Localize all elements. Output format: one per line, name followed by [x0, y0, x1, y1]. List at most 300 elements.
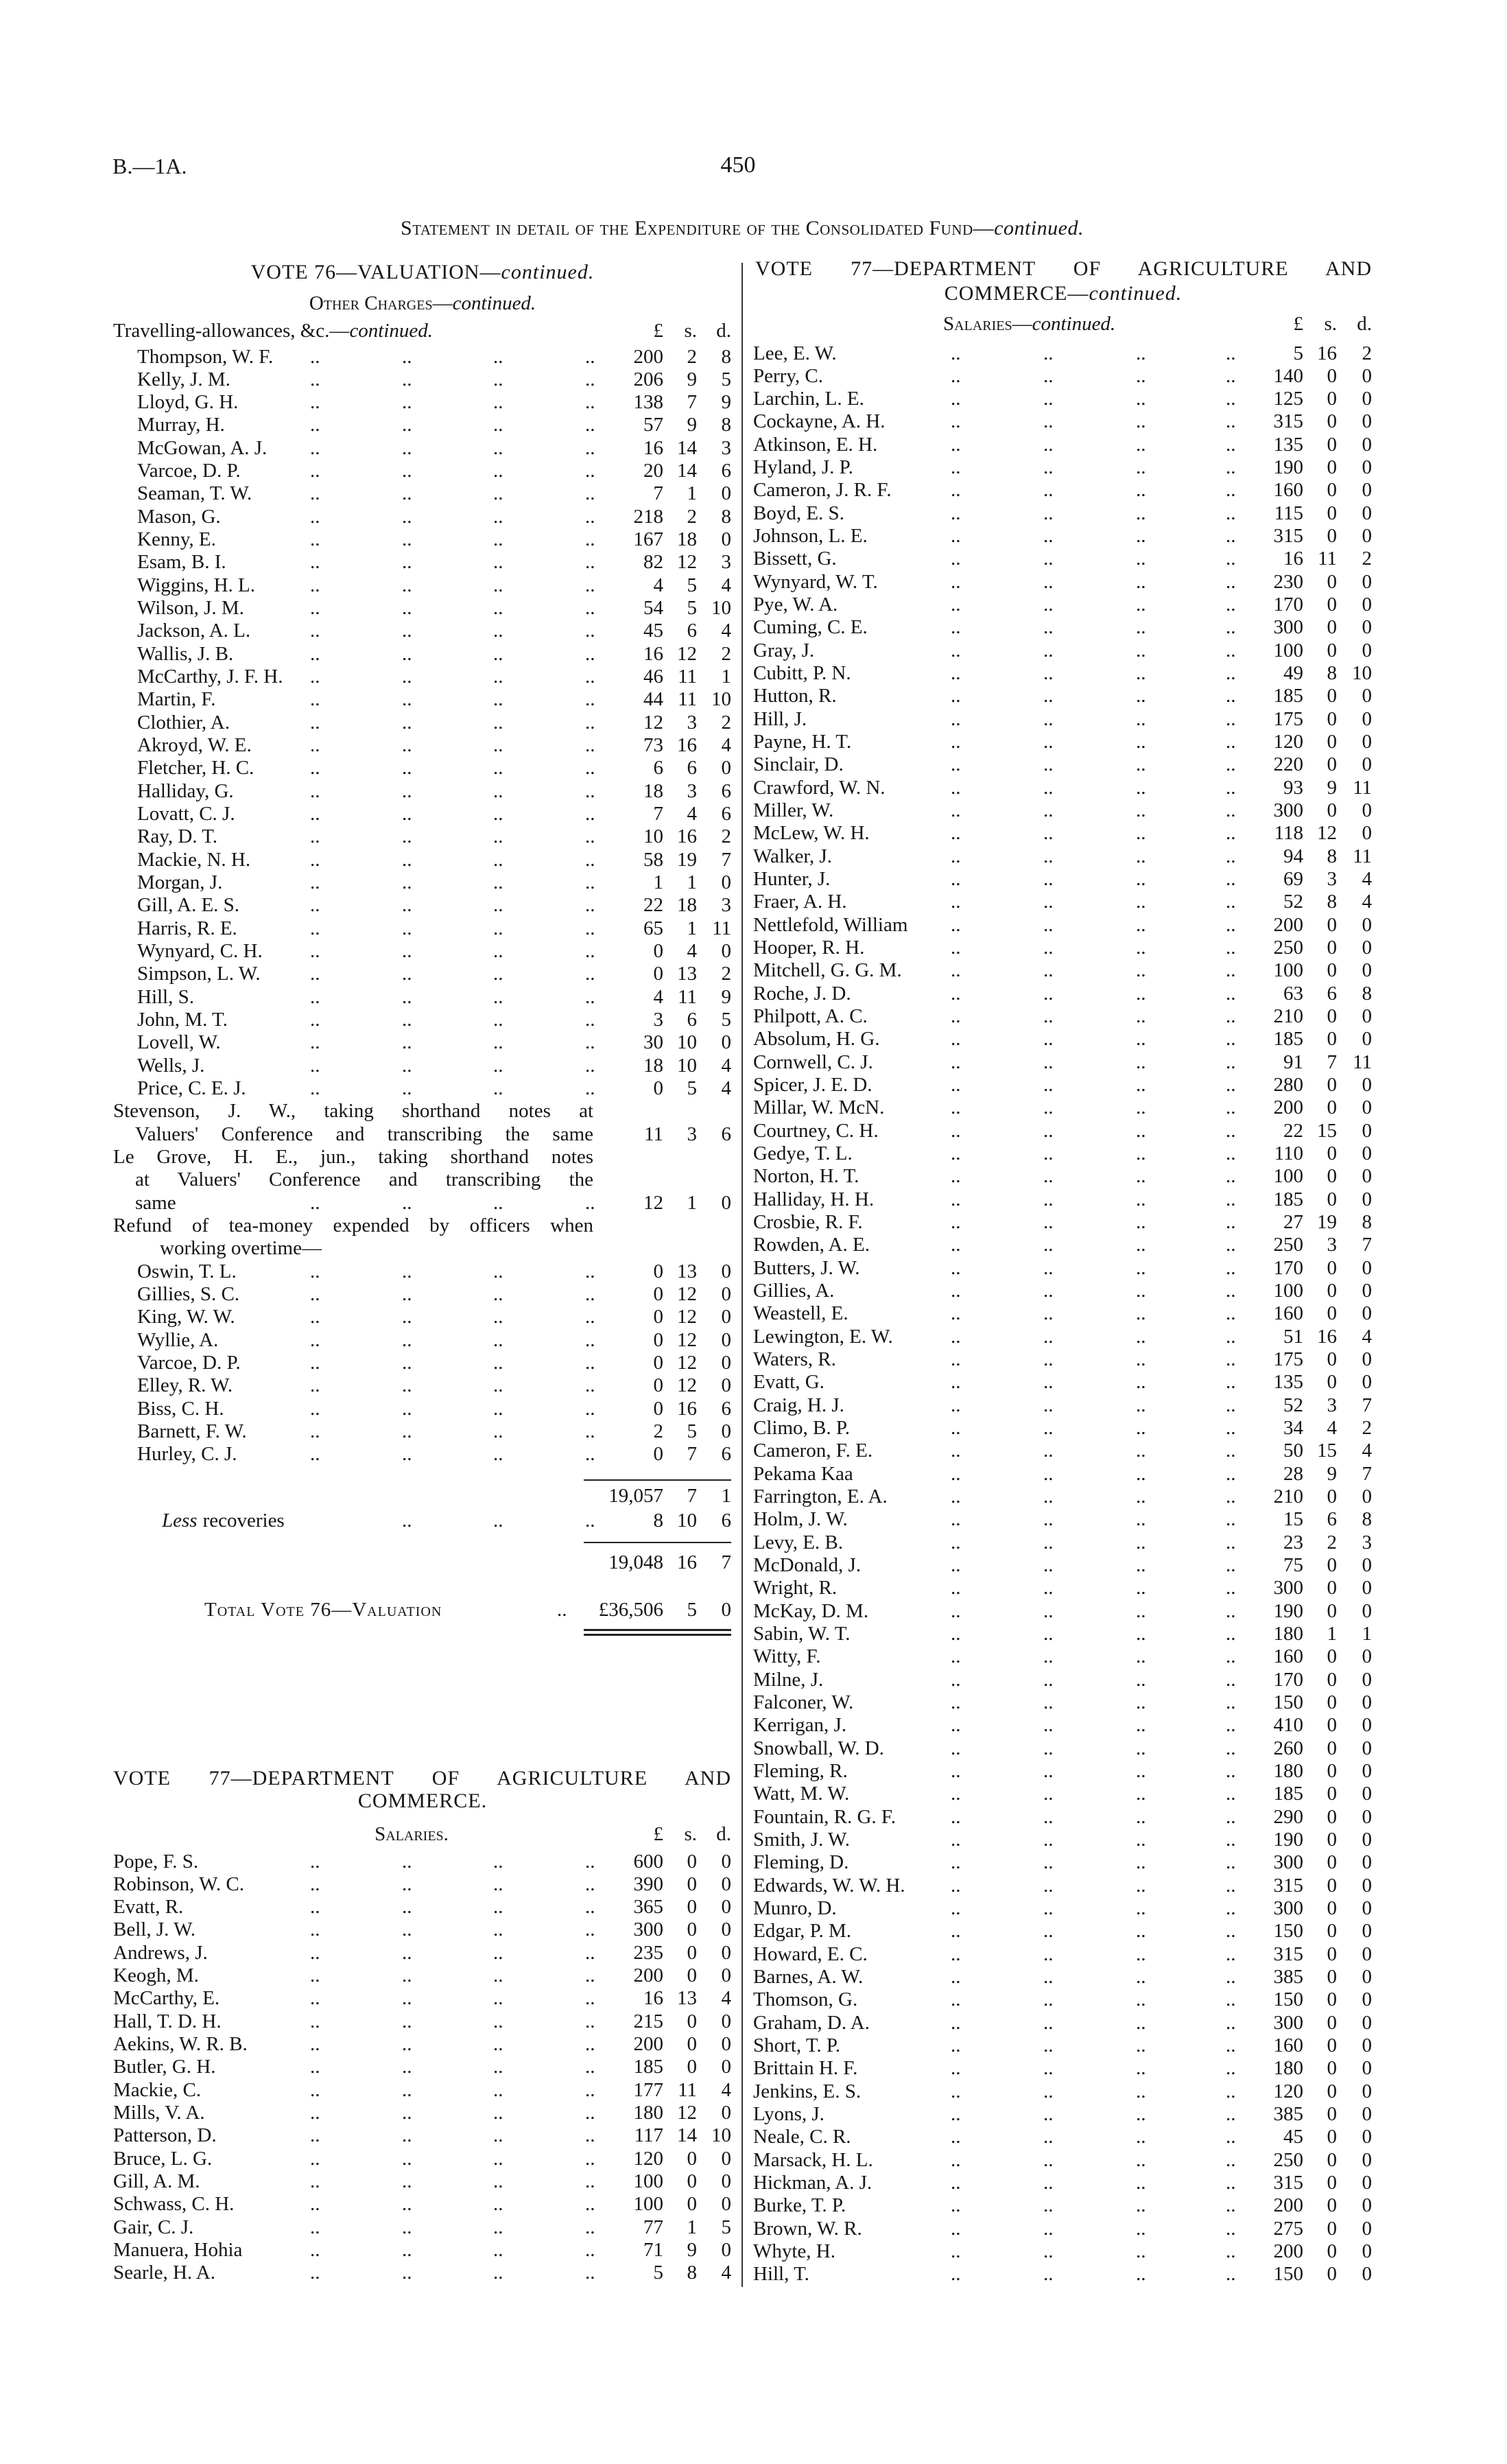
amount-shillings: 0 [687, 2033, 697, 2056]
leader-dots: .. [951, 639, 961, 661]
amount-pounds: 118 [1274, 822, 1303, 845]
leader-dots: .. [951, 433, 961, 456]
amount-pounds: 315 [1273, 2171, 1303, 2194]
leader-dots: .. [1136, 822, 1146, 845]
amount-shillings: 0 [1327, 937, 1337, 959]
amount-shillings: 0 [1327, 1553, 1337, 1576]
entry-name: Hurley, C. J. [137, 1443, 241, 1466]
amount-shillings: 8 [1327, 891, 1337, 913]
entry-name: Bruce, L. G. [113, 2148, 216, 2170]
leader-dots: .. [310, 757, 320, 779]
leader-dots: .. [493, 940, 503, 963]
leader-dots: .. [1136, 2171, 1146, 2194]
entry-name: Larchin, L. E. [753, 388, 868, 410]
amount-pounds: 385 [1273, 2102, 1303, 2125]
leader-dots: .. [1136, 1256, 1146, 1279]
leader-dots: .. [1226, 1096, 1236, 1119]
leader-dots: .. [1136, 1897, 1146, 1919]
amount-pence: 0 [1362, 1874, 1372, 1897]
amount-pounds: 12 [643, 711, 663, 734]
amount-shillings: 0 [1327, 1851, 1337, 1874]
amount-shillings: 0 [1327, 2034, 1337, 2056]
leader-dots: .. [1136, 1074, 1146, 1096]
leader-dots: .. [1043, 2102, 1054, 2125]
leader-dots: .. [493, 2239, 503, 2262]
leader-dots: .. [1043, 1348, 1054, 1371]
amount-shillings: 1 [687, 2216, 697, 2238]
currency-column-header: s. [1324, 313, 1337, 335]
leader-dots: .. [1226, 1486, 1236, 1507]
leader-dots: .. [1043, 1028, 1054, 1051]
leader-dots: .. [585, 505, 595, 528]
leader-dots: .. [951, 1508, 961, 1531]
leader-dots: .. [1136, 1234, 1146, 1256]
leader-dots: .. [1136, 342, 1146, 364]
amount-shillings: 12 [677, 1352, 697, 1374]
amount-shillings: 0 [1327, 1668, 1337, 1691]
amount-pence: 0 [1362, 2126, 1372, 2148]
amount-shillings: 5 [687, 1420, 697, 1442]
amount-pounds: 34 [1283, 1417, 1303, 1439]
leader-dots: .. [493, 1328, 503, 1351]
leader-dots: .. [951, 1462, 961, 1485]
leader-dots: .. [1136, 1668, 1146, 1691]
amount-shillings: 0 [1327, 913, 1337, 936]
amount-pounds: 190 [1273, 456, 1303, 479]
leader-dots: .. [402, 528, 412, 551]
leader-dots: .. [951, 2080, 961, 2102]
amount-pounds: 93 [1283, 776, 1303, 799]
entry-name: Oswin, T. L. [137, 1260, 241, 1283]
entry-name: McCarthy, E. [113, 1987, 224, 2010]
leader-dots: .. [951, 1668, 961, 1691]
amount-pence: 9 [721, 391, 731, 414]
leader-dots: .. [402, 2170, 412, 2193]
leader-dots: .. [585, 666, 595, 688]
amount-pounds: 315 [1273, 1943, 1303, 1965]
entry-name: Neale, C. R. [753, 2126, 855, 2148]
amount-pence: 0 [1362, 2171, 1372, 2194]
amount-pence: 3 [1362, 1531, 1372, 1553]
vote76-subheading-italic: continued. [452, 292, 536, 314]
entry-name: Mason, G. [137, 506, 225, 528]
entry-name: Crawford, W. N. [753, 777, 890, 799]
vote77-subheading: Salaries. [375, 1823, 449, 1845]
entry-name: Aekins, W. R. B. [113, 2033, 252, 2056]
leader-dots: .. [951, 959, 961, 982]
leader-dots: .. [310, 894, 320, 917]
leader-dots: .. [310, 825, 320, 848]
leader-dots: .. [1226, 1851, 1236, 1874]
leader-dots: .. [1226, 1142, 1236, 1165]
amount-pounds: 300 [1273, 799, 1303, 822]
leader-dots: .. [493, 505, 503, 528]
amount-pounds: 4 [653, 574, 663, 596]
leader-dots: .. [402, 2102, 412, 2124]
leader-dots: .. [951, 525, 961, 548]
entry-name: Farrington, E. A. [753, 1486, 892, 1508]
amount-pounds: 135 [1273, 1371, 1303, 1394]
amount-shillings: 9 [1327, 776, 1337, 799]
leader-dots: .. [1043, 1943, 1054, 1965]
leader-dots: .. [493, 391, 503, 414]
leader-dots: .. [1136, 1577, 1146, 1599]
leader-dots: .. [1043, 1577, 1054, 1599]
entry-name: Fraer, A. H. [753, 891, 851, 913]
leader-dots: .. [585, 1352, 595, 1374]
leader-dots: .. [402, 2193, 412, 2216]
amount-shillings: 11 [678, 985, 697, 1008]
amount-pounds: 110 [1274, 1142, 1303, 1165]
amount-pounds: 230 [1273, 570, 1303, 593]
amount-pounds: 200 [633, 1964, 663, 1987]
amount-shillings: 12 [677, 642, 697, 665]
amount-pounds: 71 [643, 2239, 663, 2262]
entry-name: Mills, V. A. [113, 2102, 209, 2124]
leader-dots: .. [1136, 1280, 1146, 1302]
leader-dots: .. [1136, 891, 1146, 913]
leader-dots: .. [1136, 1988, 1146, 2011]
amount-pounds: 315 [1273, 525, 1303, 548]
amount-pence: 3 [721, 894, 731, 917]
amount-shillings: 1 [687, 482, 697, 505]
amount-shillings: 15 [1317, 1119, 1337, 1142]
amount-pence: 0 [721, 528, 731, 551]
leader-dots: .. [1043, 2011, 1054, 2034]
amount-shillings: 1 [687, 917, 697, 939]
leader-dots: .. [402, 1397, 412, 1420]
amount-pounds: 206 [633, 368, 663, 390]
amount-pence: 0 [721, 1031, 731, 1054]
column-divider [741, 263, 743, 2287]
amount-shillings: 0 [687, 1919, 697, 1941]
leader-dots: .. [1043, 2217, 1054, 2240]
amount-pounds: 3 [653, 1009, 663, 1031]
leader-dots: .. [493, 1420, 503, 1442]
amount-pence: 7 [721, 848, 731, 871]
leader-dots: .. [585, 1306, 595, 1328]
leader-dots: .. [402, 1283, 412, 1306]
leader-dots: .. [1043, 1211, 1054, 1234]
leader-dots: .. [951, 1737, 961, 1759]
amount-pence: 0 [1362, 1280, 1372, 1302]
amount-shillings: 0 [1327, 1280, 1337, 1302]
entry-name: Mackie, C. [113, 2079, 205, 2102]
leader-dots: .. [1043, 1462, 1054, 1485]
entry-name: Norton, H. T. [753, 1165, 863, 1188]
leader-dots: .. [402, 2239, 412, 2262]
amount-pounds: 280 [1273, 1074, 1303, 1096]
leader-dots: .. [1226, 2080, 1236, 2102]
amount-pence: 0 [721, 1283, 731, 1306]
amount-shillings: 0 [1327, 1965, 1337, 1988]
leader-dots: .. [493, 1031, 503, 1054]
amount-pence: 4 [721, 1077, 731, 1100]
amount-pounds: 100 [1273, 1280, 1303, 1302]
leader-dots: .. [1226, 2126, 1236, 2148]
leader-dots: .. [493, 894, 503, 917]
leader-dots: .. [1043, 1553, 1054, 1576]
leader-dots: .. [1043, 868, 1054, 891]
leader-dots: .. [1226, 548, 1236, 570]
leader-dots: .. [493, 871, 503, 894]
leader-dots: .. [585, 368, 595, 390]
leader-dots: .. [310, 482, 320, 505]
leader-dots: .. [585, 1374, 595, 1397]
leader-dots: .. [1136, 616, 1146, 639]
amount-pence: 9 [721, 985, 731, 1008]
vote76-section-text: Travelling-allowances, &c.— [113, 320, 350, 342]
leader-dots: .. [1136, 2011, 1146, 2034]
leader-dots: .. [1043, 1486, 1054, 1507]
leader-dots: .. [951, 1142, 961, 1165]
amount-shillings: 0 [1327, 1645, 1337, 1668]
amount-pence: 0 [1362, 1096, 1372, 1119]
amount-pounds: 7 [653, 803, 663, 825]
leader-dots: .. [402, 1260, 412, 1282]
entry-name: Bissett, G. [753, 548, 841, 570]
leader-dots: .. [1226, 1188, 1236, 1210]
leader-dots: .. [310, 1191, 320, 1214]
leader-dots: .. [1043, 1508, 1054, 1531]
leader-dots: .. [1043, 1759, 1054, 1782]
amount-pounds: 210 [1273, 1486, 1303, 1507]
leader-dots: .. [585, 688, 595, 711]
entry-name: Craig, H. J. [753, 1394, 849, 1417]
leader-dots: .. [402, 1941, 412, 1964]
amount-pence: 6 [721, 1397, 731, 1420]
vote76-heading-italic: continued. [501, 261, 595, 283]
leader-dots: .. [402, 871, 412, 894]
amount-pence: 0 [1362, 1851, 1372, 1874]
leader-dots: .. [310, 1260, 320, 1282]
amount-shillings: 0 [1327, 2057, 1337, 2080]
entry-name: Pekama Kaa [753, 1463, 857, 1486]
leader-dots: .. [1226, 1668, 1236, 1691]
leader-dots: .. [585, 2147, 595, 2170]
amount-shillings: 0 [1327, 2011, 1337, 2034]
amount-shillings: 4 [687, 803, 697, 825]
amount-shillings: 14 [677, 460, 697, 482]
leader-dots: .. [1226, 1943, 1236, 1965]
leader-dots: .. [402, 574, 412, 596]
leader-dots: .. [1136, 1211, 1146, 1234]
leader-dots: .. [951, 776, 961, 799]
leader-dots: .. [951, 685, 961, 707]
amount-pence: 0 [1362, 731, 1372, 753]
leader-dots: .. [310, 1397, 320, 1420]
amount-pounds: 2 [653, 1420, 663, 1442]
amount-shillings: 0 [1327, 2171, 1337, 2194]
leader-dots: .. [310, 368, 320, 390]
leader-dots: .. [493, 551, 503, 574]
amount-pounds: 190 [1273, 1599, 1303, 1622]
leader-dots: .. [1226, 433, 1236, 456]
amount-pounds: 0 [653, 940, 663, 963]
leader-dots: .. [585, 1328, 595, 1351]
leader-dots: .. [310, 2033, 320, 2056]
leader-dots: .. [1136, 1165, 1146, 1188]
page-title-text: Statement in detail of the Expenditure of the Consolidated Fund— [401, 217, 995, 239]
amount-shillings: 1 [687, 871, 697, 894]
amount-shillings: 10 [677, 1054, 697, 1077]
amount-shillings: 18 [677, 528, 697, 551]
leader-dots: .. [1136, 2194, 1146, 2217]
leader-dots: .. [1136, 913, 1146, 936]
leader-dots: .. [310, 2056, 320, 2078]
entry-name: Cubitt, P. N. [753, 662, 855, 685]
leader-dots: .. [493, 2056, 503, 2078]
leader-dots: .. [951, 1577, 961, 1599]
amount-pounds: 160 [1273, 2034, 1303, 2056]
leader-dots: .. [951, 1325, 961, 1348]
amount-pounds: 75 [1283, 1553, 1303, 1576]
leader-dots: .. [1226, 616, 1236, 639]
amount-pence: 0 [1362, 2080, 1372, 2102]
amount-pence: 2 [1362, 1417, 1372, 1439]
entry-name: Akroyd, W. E. [137, 734, 256, 757]
leader-dots: .. [585, 779, 595, 802]
leader-dots: .. [585, 711, 595, 734]
leader-dots: .. [1226, 1348, 1236, 1371]
amount-pounds: 57 [643, 414, 663, 436]
amount-pence: 8 [1362, 1211, 1372, 1234]
leader-dots: .. [310, 1850, 320, 1873]
leader-dots: .. [1043, 1805, 1054, 1828]
entry-name: Varcoe, D. P. [137, 460, 245, 482]
leader-dots: .. [1043, 1119, 1054, 1142]
amount-pounds: 300 [1273, 616, 1303, 639]
leader-dots: .. [1136, 1874, 1146, 1897]
leader-dots: .. [951, 2194, 961, 2217]
vote76-total-label: Total Vote 76—Valuation [204, 1599, 442, 1621]
amount-pence: 0 [1362, 456, 1372, 479]
leader-dots: .. [1136, 525, 1146, 548]
amount-pence: 0 [1362, 1188, 1372, 1210]
leader-dots: .. [557, 1599, 567, 1621]
leader-dots: .. [1043, 2240, 1054, 2262]
entry-name: Wilson, J. M. [137, 597, 248, 620]
leader-dots: .. [1043, 1096, 1054, 1119]
amount-shillings: 12 [677, 2102, 697, 2124]
leader-dots: .. [1136, 1599, 1146, 1622]
leader-dots: .. [951, 845, 961, 867]
leader-dots: .. [1226, 1394, 1236, 1416]
amount-pounds: 16 [643, 642, 663, 665]
amount-pence: 0 [721, 2010, 731, 2032]
leader-dots: .. [1136, 1691, 1146, 1713]
leader-dots: .. [585, 963, 595, 985]
entry-name: Jenkins, E. S. [753, 2080, 865, 2103]
vote76-heading [251, 261, 595, 283]
leader-dots: .. [1136, 868, 1146, 891]
amount-pence: 0 [1362, 1577, 1372, 1599]
leader-dots: .. [493, 1941, 503, 1964]
amount-pence: 7 [1362, 1234, 1372, 1256]
leader-dots: .. [951, 662, 961, 685]
leader-dots: .. [402, 460, 412, 482]
leader-dots: .. [1226, 2011, 1236, 2034]
currency-column-header: s. [684, 1823, 697, 1845]
leader-dots: .. [1136, 2057, 1146, 2080]
leader-dots: .. [493, 436, 503, 459]
amount-pence: 4 [1362, 891, 1372, 913]
amount-pounds: 177 [633, 2078, 663, 2101]
entry-name: Falconer, W. [753, 1691, 857, 1714]
amount-pounds: 200 [633, 2033, 663, 2056]
entry-name: Lyons, J. [753, 2103, 829, 2126]
amount-pounds: 120 [633, 2147, 663, 2170]
amount-shillings: 2 [687, 505, 697, 528]
leader-dots: .. [1226, 662, 1236, 685]
amount-pounds: 52 [1283, 1394, 1303, 1416]
amount-pence: 0 [1362, 1165, 1372, 1188]
vote77-cont-subheading [943, 313, 1115, 336]
leader-dots: .. [402, 940, 412, 963]
leader-dots: .. [493, 1896, 503, 1919]
leader-dots: .. [951, 1759, 961, 1782]
amount-pence: 0 [721, 2170, 731, 2193]
leader-dots: .. [402, 985, 412, 1008]
leader-dots: .. [1226, 1965, 1236, 1988]
leader-dots: .. [951, 799, 961, 822]
amount-pounds: 150 [1273, 2263, 1303, 2286]
leader-dots: .. [1136, 1119, 1146, 1142]
entry-name: Ray, D. T. [137, 825, 222, 848]
leader-dots: .. [951, 982, 961, 1005]
leader-dots: .. [493, 1987, 503, 2010]
entry-name: John, M. T. [137, 1009, 232, 1031]
amount-pence: 2 [721, 963, 731, 985]
amount-pounds: 185 [1273, 1188, 1303, 1210]
amount-pounds: 410 [1273, 1714, 1303, 1737]
leader-dots: .. [951, 2102, 961, 2125]
entry-name: Fleming, R. [753, 1760, 852, 1783]
amount-pence: 0 [721, 1374, 731, 1397]
amount-pence: 4 [721, 1054, 731, 1077]
entry-name: Cameron, F. E. [753, 1440, 877, 1462]
amount-pence: 0 [721, 1896, 731, 1919]
leader-dots: .. [951, 1348, 961, 1371]
amount-shillings: 0 [1327, 1897, 1337, 1919]
amount-shillings: 10 [677, 1510, 697, 1532]
leader-dots: .. [310, 391, 320, 414]
leader-dots: .. [1226, 1645, 1236, 1668]
leader-dots: .. [1136, 959, 1146, 982]
leader-dots: .. [1136, 1965, 1146, 1988]
leader-dots: .. [1226, 731, 1236, 753]
amount-shillings: 0 [1327, 1874, 1337, 1897]
amount-pounds: 8 [653, 1510, 663, 1532]
entry-name: Hill, S. [137, 986, 198, 1009]
leader-dots: .. [402, 642, 412, 665]
amount-pence: 0 [1362, 2240, 1372, 2262]
amount-pounds: 250 [1273, 1234, 1303, 1256]
leader-dots: .. [1226, 2148, 1236, 2171]
amount-shillings: 0 [1327, 1828, 1337, 1851]
leader-dots: .. [1226, 1897, 1236, 1919]
amount-pence: 6 [721, 779, 731, 802]
leader-dots: .. [1043, 1668, 1054, 1691]
leader-dots: .. [951, 342, 961, 364]
leader-dots: .. [493, 1260, 503, 1282]
amount-shillings: 0 [1327, 594, 1337, 616]
amount-pence: 11 [1353, 776, 1372, 799]
amount-pence: 0 [1362, 479, 1372, 502]
amount-shillings: 11 [678, 2078, 697, 2101]
leader-dots: .. [1043, 1531, 1054, 1553]
leader-dots: .. [1043, 1783, 1054, 1805]
